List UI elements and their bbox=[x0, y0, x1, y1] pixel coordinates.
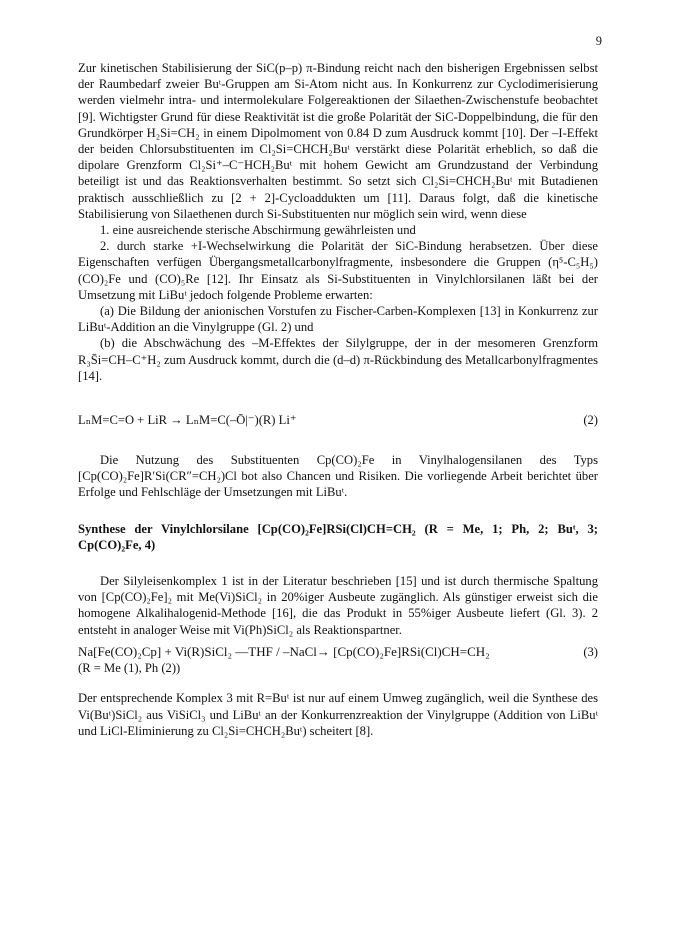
paragraph-complex-3: Der entsprechende Komplex 3 mit R=Buᵗ ist nur auf einem Umweg zugänglich, weil die Synthese des Vi(Buᵗ)SiCl₂ aus ViSiCl₃ und LiBuᵗ an der Konkurrenzreaktion der Vinylgruppe (Addition von LiBuᵗ und LiCl-Eliminierung zu Cl₂Si=CHCH₂Buᵗ) scheitert [8]. bbox=[78, 691, 598, 738]
section-heading: Synthese der Vinylchlorsilane [Cp(CO)₂Fe]RSi(Cl)CH=CH₂ (R = Me, 1; Ph, 2; Buᵗ, 3; Cp(CO)₂Fe, 4) bbox=[78, 521, 598, 552]
paragraph-substituent: Die Nutzung des Substituenten Cp(CO)₂Fe in Vinylhalogensilanen des Typs [Cp(CO)₂Fe]R′Si(CR″=CH₂)Cl bot also Chancen und Risiken. Die vorliegende Arbeit berichtet über Erfolge und Fehlschläge der Umsetzungen mit LiBuᵗ. bbox=[78, 453, 598, 500]
page-number: 9 bbox=[595, 34, 602, 48]
list-item-2: 2. durch starke +I-Wechselwirkung die Polarität der SiC-Bindung herabsetzen. Über diese Eigenschaften verfügen Übergangsmetallcarbonylfragmente, insbesondere die Gruppen (η⁵-C₅H₅)(CO)₂Fe und (CO)₅Re [12]. Ihr Einsatz als Si-Substituenten in Vinylchlorsilanen läßt bei der Umsetzung mit LiBuᵗ jedoch folgende Probleme erwarten: bbox=[78, 239, 598, 302]
paragraph-silyl-iron: Der Silyleisenkomplex 1 ist in der Literatur beschrieben [15] und ist durch thermische Spaltung von [Cp(CO)₂Fe]₂ mit Me(Vi)SiCl₂ in 20%iger Ausbeute zugänglich. Als günstiger erweist sich die homogene Alkalihalogenid-Methode [16], die das Produkt in 55%iger Ausbeute liefert (Gl. 3). 2 entsteht in analoger Weise mit Vi(Ph)SiCl₂ als Reaktionspartner. bbox=[78, 574, 598, 637]
article-body bbox=[78, 60, 598, 739]
equation-2-number: (2) bbox=[583, 413, 598, 428]
equation-3-body: Na[Fe(CO)₂Cp] + Vi(R)SiCl₂ —THF / –NaCl→ [Cp(CO)₂Fe]RSi(Cl)CH=CH₂ bbox=[78, 643, 490, 659]
list-item-1: 1. eine ausreichende sterische Abschirmung gewährleisten und bbox=[100, 223, 416, 238]
paragraph-stabilization: Zur kinetischen Stabilisierung der SiC(p–p) π-Bindung reicht nach den bisherigen Ergebnissen selbst der Raumbedarf zweier Buᵗ-Gruppen am Si-Atom nicht aus. In Konkurrenz zur Cyclodimerisierung werden vielmehr intra- und intermolekulare Folgereaktionen der Silaethen-Zwischenstufe beobachtet [9]. Wichtigster Grund für diese Reaktivität ist die große Polarität der SiC-Doppelbindung, die für den Grundkörper H₂Si=CH₂ in einem Dipolmoment von 0.84 D zum Ausdruck kommt [10]. Der –I-Effekt der beiden Chlorsubstituenten im Cl₂Si=CHCH₂Buᵗ verstärkt diese Polarität erheblich, so daß die dipolare Grenzform Cl₂Si⁺–C⁻HCH₂Buᵗ mit hohem Gewicht am Grundzustand der Verbindung beteiligt ist und das Reaktionsverhalten bestimmt. So setzt sich Cl₂Si=CHCH₂Buᵗ mit Butadienen praktisch ausschließlich zu [2 + 2]-Cycloaddukten um [11]. Daraus folgt, daß die kinetische Stabilisierung von Silaethenen durch Si-Substituenten nur möglich sein wird, wenn diese bbox=[78, 61, 598, 221]
equation-3-condition: (R = Me (1), Ph (2)) bbox=[78, 661, 181, 676]
equation-2-body: LₙM=C=O + LiR → LₙM=C(–Ō|⁻)(R) Li⁺ bbox=[78, 413, 297, 428]
equation-3 bbox=[78, 644, 598, 660]
list-item-b: (b) die Abschwächung des –M-Effektes der Silylgruppe, der in der mesomeren Grenzform R₃S̄i=CH–C⁺H₂ zum Ausdruck kommt, durch die (d–d) π-Rückbindung des Metallcarbonylfragmentes [14]. bbox=[78, 336, 598, 383]
equation-3-number: (3) bbox=[583, 644, 598, 659]
equation-2 bbox=[78, 402, 598, 452]
list-item-a: (a) Die Bildung der anionischen Vorstufen zu Fischer-Carben-Komplexen [13] in Konkurrenz zur LiBuᵗ-Addition an die Vinylgruppe (Gl. 2) und bbox=[78, 304, 598, 335]
